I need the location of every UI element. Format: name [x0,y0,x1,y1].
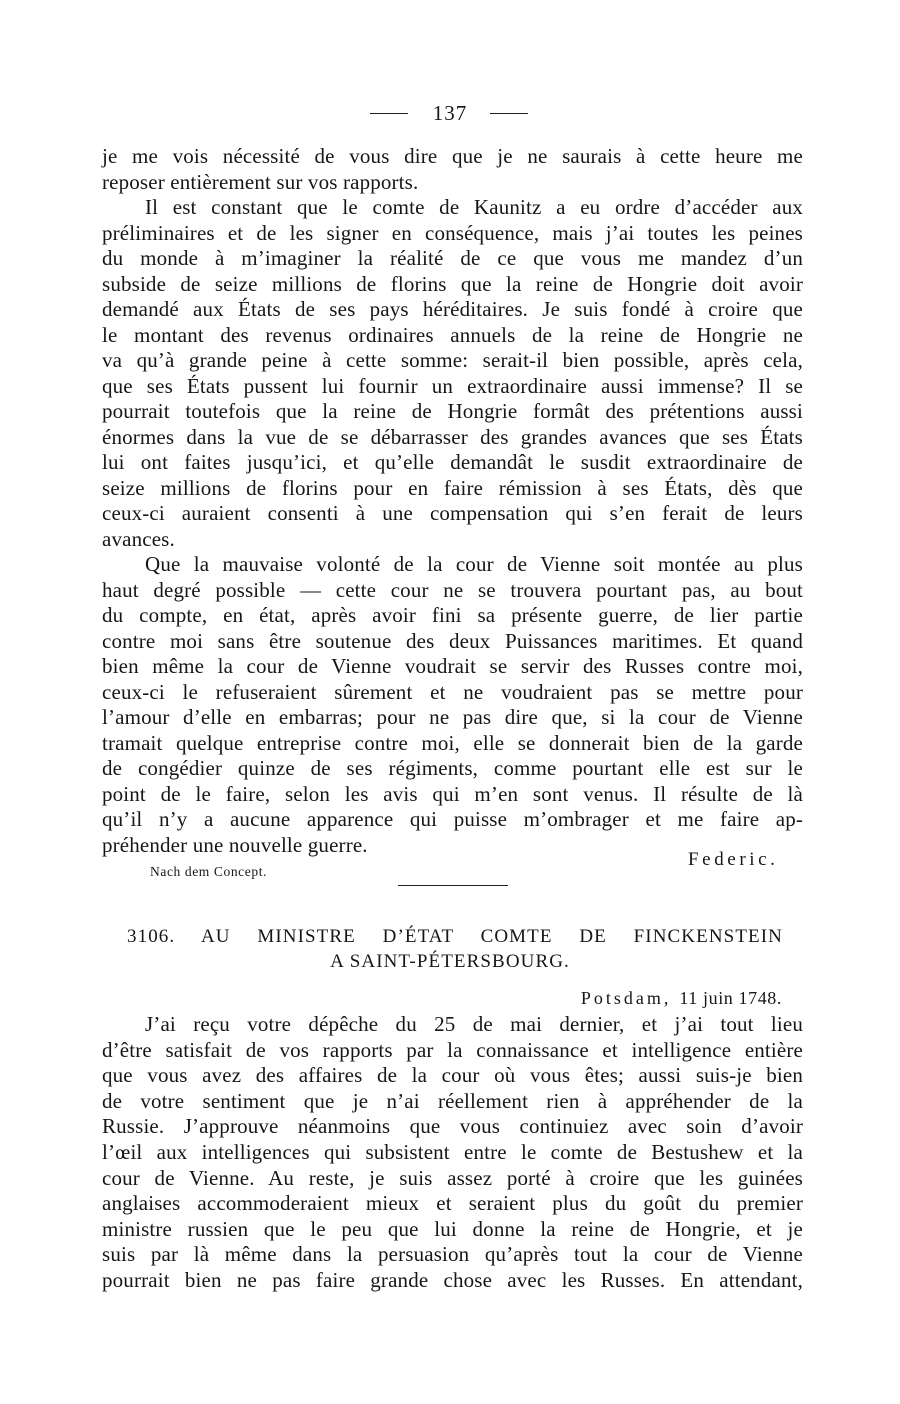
text-line: reposer entièrement sur vos rapports. [102,169,419,194]
paragraph [102,144,803,195]
paragraph [102,195,803,552]
letter-recipient: AU MINISTRE D’ÉTAT COMTE DE FINCKENSTEIN [200,926,783,947]
text-line: contre moi sans être soutenue des deux Puissances maritimes. Et quand [102,628,803,653]
text-line: subside de seize millions de florins que la reine de Hongrie doit avoir [102,271,803,296]
text-line: J’ai reçu votre dépêche du 25 de mai dernier, et j’ai tout lieu [145,1012,803,1036]
text-line: de congédier quinze de ses régiments, comme pourtant elle est sur le [102,756,803,780]
text-line: Que la mauvaise volonté de la cour de Vienne soit montée au plus [145,552,803,576]
text-line: pourrait bien ne pas faire grande chose avec les Russes. En attendant, [102,1267,803,1292]
text-line: le montant des revenus ordinaires annuels de la reine de Hongrie ne [102,322,803,347]
text-line: lui ont faites jusqu’ici, et qu’elle demandât le susdit extraordinaire de [102,450,803,474]
text-line: demandé aux États de ses pays héréditaires. Je suis fondé à croire que [102,297,803,321]
page-number: 137 [432,101,468,125]
paragraph [102,1012,803,1294]
dateline [581,986,782,1010]
text-line: préhender une nouvelle guerre. [102,832,368,857]
text-line: énormes dans la vue de se débarrasser des grandes avances que ses États [102,424,803,449]
page-header [0,100,900,128]
text-line: avances. [102,526,175,551]
text-line: de votre sentiment que je n’ai réellement rien à appréhender de la [102,1088,803,1113]
text-line: tramait quelque entreprise contre moi, elle se donnerait bien de la garde [102,730,803,755]
continued-letter-text [102,144,803,858]
text-line: Russie. J’approuve néanmoins que vous continuiez avec soin d’avoir [102,1114,803,1139]
text-line: ministre russien que le peu que lui donne la reine de Hongrie, et je [102,1216,803,1241]
text-line: d’être satisfait de vos rapports par la connaissance et intelligence entière [102,1037,803,1062]
text-line: ceux-ci auraient consenti à une compensation qui s’en ferait de leurs [102,501,803,525]
page-number-dash-right [490,113,528,114]
text-line: ceux-ci le refuseraient sûrement et ne voudraient pas se mettre pour [102,679,803,704]
text-line: je me vois nécessité de vous dire que je ne saurais à cette heure me [102,144,803,168]
source-note: Nach dem Concept. [150,864,268,879]
text-line: l’œil aux intelligences qui subsistent entre le comte de Bestushew et la [102,1139,803,1164]
text-line: pourrait toutefois que la reine de Hongrie formât des prétentions aussi [102,399,803,423]
text-line: du compte, en état, après avoir fini sa présente guerre, de lier partie [102,603,803,627]
paragraph [102,552,803,858]
text-line: l’amour d’elle en embarras; pour ne pas dire que, si la cour de Vienne [102,705,803,729]
text-line: point de le faire, selon les avis qui m’en sont venus. Il résulte de là [102,781,803,806]
dateline-date: 11 juin 1748. [679,988,782,1008]
text-line: bien même la cour de Vienne voudrait se servir des Russes contre moi, [102,654,803,678]
text-line: que vous avez des affaires de la cour où vous êtes; aussi suis-je bien [102,1063,803,1088]
text-line: suis par là même dans la persuasion qu’après tout la cour de Vienne [102,1242,803,1267]
signature: Federic. [688,849,779,870]
text-line: que ses États pussent lui fournir un extraordinaire aussi immense? Il se [102,373,803,398]
text-line: cour de Vienne. Au reste, je suis assez porté à croire que les guinées [102,1165,803,1190]
text-line: préliminaires et de les signer en conséquence, mais j’ai toutes les peines [102,220,803,245]
letter-heading [127,925,783,949]
text-line: seize millions de florins pour en faire rémission à ses États, dès que [102,475,803,500]
text-line: va qu’à grande peine à cette somme: serait-il bien possible, après cela, [102,348,803,372]
text-line: anglaises accommoderaient mieux et seraient plus du goût du premier [102,1191,803,1216]
letter-destination: A SAINT-PÉTERSBOURG. [330,951,570,972]
text-line: du monde à m’imaginer la réalité de ce que vous me mandez d’un [102,246,803,270]
dateline-place: Potsdam, [580,988,672,1008]
letter-body [102,1012,803,1294]
text-line: haut degré possible — cette cour ne se trouvera pourtant pas, au bout [102,577,803,602]
text-line: Il est constant que le comte de Kaunitz a eu ordre d’accéder aux [145,195,803,219]
text-line: qu’il n’y a aucune apparence qui puisse m’ombrager et me faire ap- [102,807,803,831]
section-divider [398,885,508,886]
letter-number: 3106. [127,926,176,947]
